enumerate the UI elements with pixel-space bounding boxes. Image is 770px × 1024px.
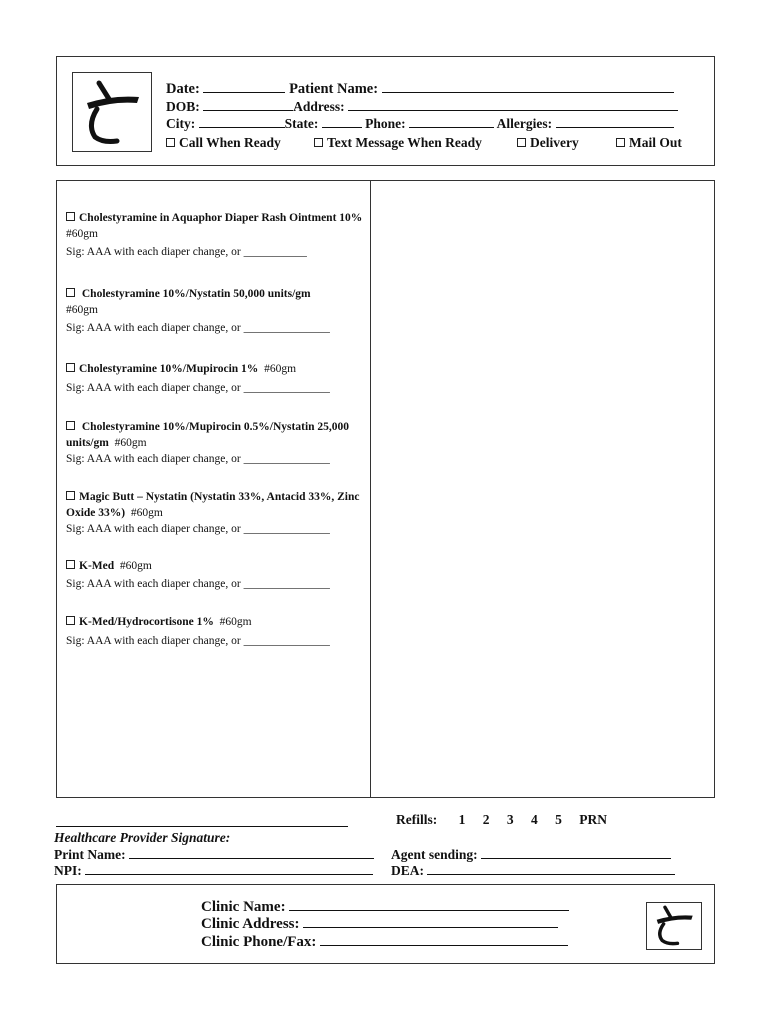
refill-option-4[interactable]: 4 — [531, 812, 538, 827]
checkbox-icon[interactable] — [66, 491, 75, 500]
refills-row — [396, 812, 607, 828]
dob-field[interactable] — [203, 98, 293, 111]
allergies-field[interactable] — [556, 115, 674, 128]
city-label: City: — [166, 116, 196, 131]
clinic-name-field[interactable] — [289, 898, 569, 911]
npi-label: NPI: — [54, 863, 82, 878]
checkbox-icon[interactable] — [314, 138, 323, 147]
address-field[interactable] — [348, 98, 678, 111]
header-row-1 — [166, 80, 674, 98]
agent-sending-label: Agent sending: — [391, 847, 478, 862]
checkbox-icon[interactable] — [66, 421, 75, 430]
date-label: Date: — [166, 81, 200, 97]
option-call-when-ready[interactable]: Call When Ready — [166, 135, 281, 151]
refill-option-2[interactable]: 2 — [482, 812, 490, 827]
clinic-logo — [646, 902, 702, 950]
checkbox-icon[interactable] — [166, 138, 175, 147]
header-row-2 — [166, 98, 678, 115]
option-mail-out[interactable]: Mail Out — [616, 135, 682, 151]
phone-field[interactable] — [409, 115, 494, 128]
clinic-name-label: Clinic Name: — [201, 899, 286, 915]
header-row-3 — [166, 115, 674, 132]
checkbox-icon[interactable] — [66, 212, 75, 221]
print-name-label: Print Name: — [54, 847, 126, 862]
rx-item-3[interactable]: Cholestyramine 10%/Mupirocin 1% #60gm Sig: AAA with each diaper change, or _______________ — [66, 363, 330, 394]
clinic-phone-label: Clinic Phone/Fax: — [201, 934, 317, 950]
rx-item-1[interactable]: Cholestyramine in Aquaphor Diaper Rash Ointment 10% #60gm Sig: AAA with each diaper change, or ___________ — [66, 212, 363, 258]
rx-item-7[interactable]: K-Med/Hydrocortisone 1% #60gm Sig: AAA with each diaper change, or _______________ — [66, 616, 330, 647]
npi-field[interactable] — [85, 862, 373, 875]
state-label: State: — [284, 116, 319, 131]
dob-label: DOB: — [166, 99, 200, 114]
column-divider — [370, 180, 371, 798]
rx-item-6[interactable]: K-Med #60gm Sig: AAA with each diaper change, or _______________ — [66, 560, 330, 590]
clinic-name-row — [201, 898, 569, 916]
checkbox-icon[interactable] — [66, 616, 75, 625]
clinic-phone-row — [201, 933, 568, 951]
checkbox-icon[interactable] — [66, 288, 75, 297]
checkbox-icon[interactable] — [616, 138, 625, 147]
checkbox-icon[interactable] — [66, 363, 75, 372]
date-field[interactable] — [203, 80, 285, 93]
mortar-pestle-icon — [73, 73, 151, 151]
mortar-pestle-icon — [647, 903, 701, 949]
agent-sending-field[interactable] — [481, 846, 671, 859]
city-field[interactable] — [199, 115, 285, 128]
print-name-field[interactable] — [129, 846, 374, 859]
clinic-phone-field[interactable] — [320, 933, 568, 946]
rx-item-2[interactable]: Cholestyramine 10%/Nystatin 50,000 units/gm #60gm Sig: AAA with each diaper change, or _______________ — [66, 288, 330, 334]
refill-option-3[interactable]: 3 — [506, 812, 514, 827]
dea-label: DEA: — [391, 863, 424, 878]
rx-item-5[interactable]: Magic Butt – Nystatin (Nystatin 33%, Antacid 33%, Zinc Oxide 33%) #60gm Sig: AAA with each diaper change, or _______________ — [66, 491, 360, 535]
refill-option-5[interactable]: 5 — [555, 812, 562, 827]
refills-label: Refills: — [396, 812, 438, 827]
allergies-label: Allergies: — [496, 116, 553, 131]
option-text-message[interactable]: Text Message When Ready — [314, 135, 482, 151]
patient-name-field[interactable] — [382, 80, 674, 93]
clinic-address-field[interactable] — [303, 915, 558, 928]
phone-label: Phone: — [365, 116, 406, 131]
dea-row — [391, 862, 675, 879]
signature-line[interactable] — [56, 826, 348, 827]
agent-row — [391, 846, 671, 863]
print-name-row — [54, 846, 374, 863]
npi-row — [54, 862, 373, 879]
checkbox-icon[interactable] — [66, 560, 75, 569]
clinic-address-row — [201, 915, 558, 933]
option-delivery[interactable]: Delivery — [517, 135, 579, 151]
dea-field[interactable] — [427, 862, 675, 875]
refill-option-prn[interactable]: PRN — [579, 812, 607, 827]
rx-item-4[interactable]: Cholestyramine 10%/Mupirocin 0.5%/Nystatin 25,000 units/gm #60gm Sig: AAA with each diaper change, or _______________ — [66, 421, 350, 465]
refill-option-1[interactable]: 1 — [458, 812, 466, 827]
header-logo — [72, 72, 152, 152]
checkbox-icon[interactable] — [517, 138, 526, 147]
clinic-address-label: Clinic Address: — [201, 916, 300, 932]
state-field[interactable] — [322, 115, 362, 128]
provider-signature-label: Healthcare Provider Signature: — [54, 830, 231, 845]
address-label: Address: — [293, 99, 345, 114]
patient-name-label: Patient Name: — [289, 81, 379, 97]
